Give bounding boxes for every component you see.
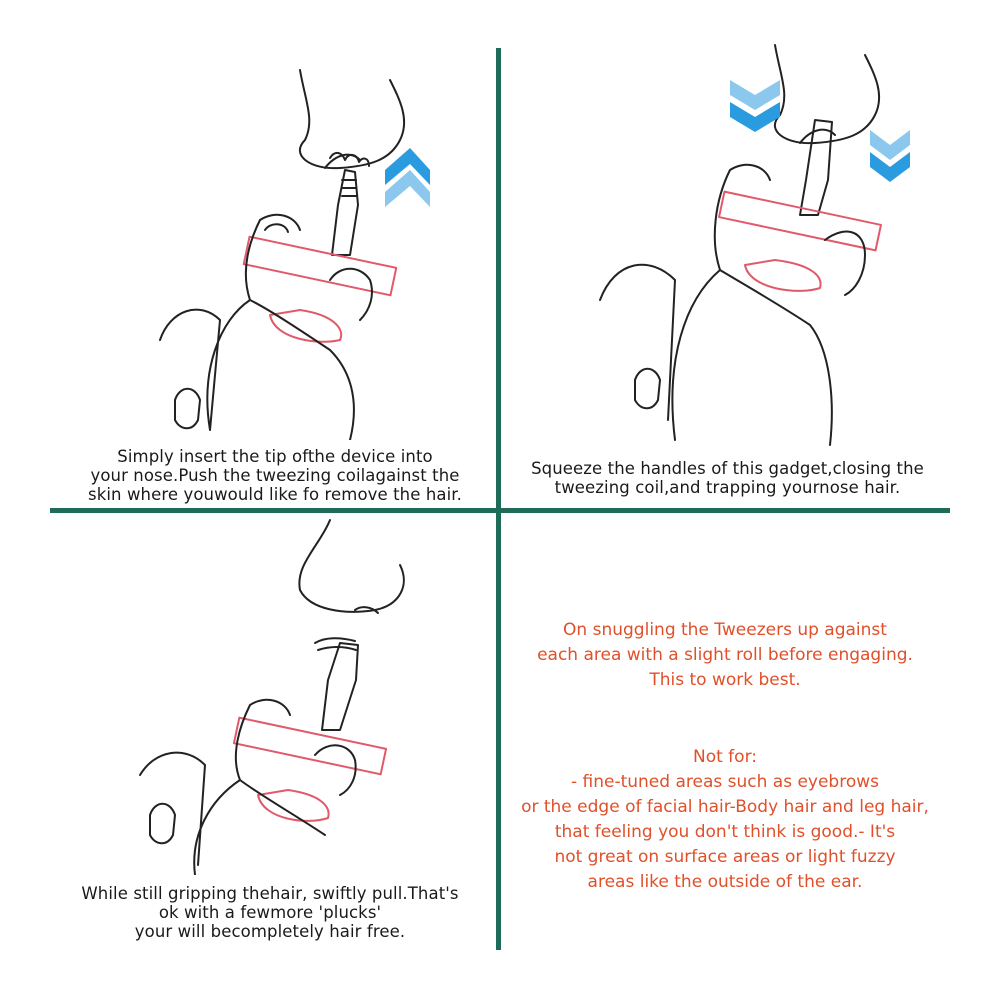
nose-outline <box>299 520 403 612</box>
not-for-line: or the edge of facial hair-Body hair and leg hair, <box>521 797 929 817</box>
step2-caption-line: Squeeze the handles of this gadget,closing the <box>531 459 924 478</box>
step2-caption-line: tweezing coil,and trapping yournose hair. <box>554 478 901 497</box>
not-for-line: - fine-tuned areas such as eyebrows <box>570 772 880 792</box>
device-handle-highlight <box>244 237 397 342</box>
tips-intro-line: This to work best. <box>649 670 801 690</box>
step1-illustration <box>100 40 490 440</box>
device-shaft <box>332 170 358 255</box>
step1-caption-line: your nose.Push the tweezing coilagainst the <box>90 466 460 485</box>
down-arrow-icon <box>870 130 910 182</box>
not-for-line: that feeling you don't think is good.- It's <box>554 822 896 842</box>
device-handle-highlight <box>719 192 881 291</box>
step1-caption <box>55 447 495 504</box>
not-for-section <box>505 745 945 895</box>
step3-caption-line: ok with a fewmore 'plucks' <box>158 903 382 922</box>
device-handle-highlight <box>234 718 386 821</box>
up-arrow-icon <box>385 148 430 207</box>
step3-illustration <box>100 515 490 875</box>
step3-caption-line: While still gripping thehair, swiftly pull.That's <box>81 884 459 903</box>
tips-intro-line: each area with a slight roll before engaging. <box>537 645 913 665</box>
step2-caption <box>505 459 950 497</box>
hand-outline <box>160 215 372 440</box>
device-shaft <box>322 643 358 730</box>
horizontal-divider <box>50 508 950 513</box>
down-arrow-icon <box>730 80 780 132</box>
step3-caption-line: your will becompletely hair free. <box>134 922 406 941</box>
not-for-heading: Not for: <box>693 747 757 767</box>
nose-outline <box>775 45 879 143</box>
hand-outline <box>600 165 865 445</box>
step2-illustration <box>560 40 950 450</box>
step1-caption-line: skin where youwould like fo remove the hair. <box>88 485 462 504</box>
device-shaft <box>800 120 832 215</box>
vertical-divider <box>496 48 501 950</box>
nose-outline <box>300 70 404 168</box>
not-for-line: not great on surface areas or light fuzzy <box>554 847 896 867</box>
tips-intro-line: On snuggling the Tweezers up against <box>563 620 887 640</box>
not-for-line: areas like the outside of the ear. <box>587 872 863 892</box>
step1-caption-line: Simply insert the tip ofthe device into <box>117 447 433 466</box>
tips-intro <box>505 618 945 693</box>
step3-caption <box>50 884 490 941</box>
